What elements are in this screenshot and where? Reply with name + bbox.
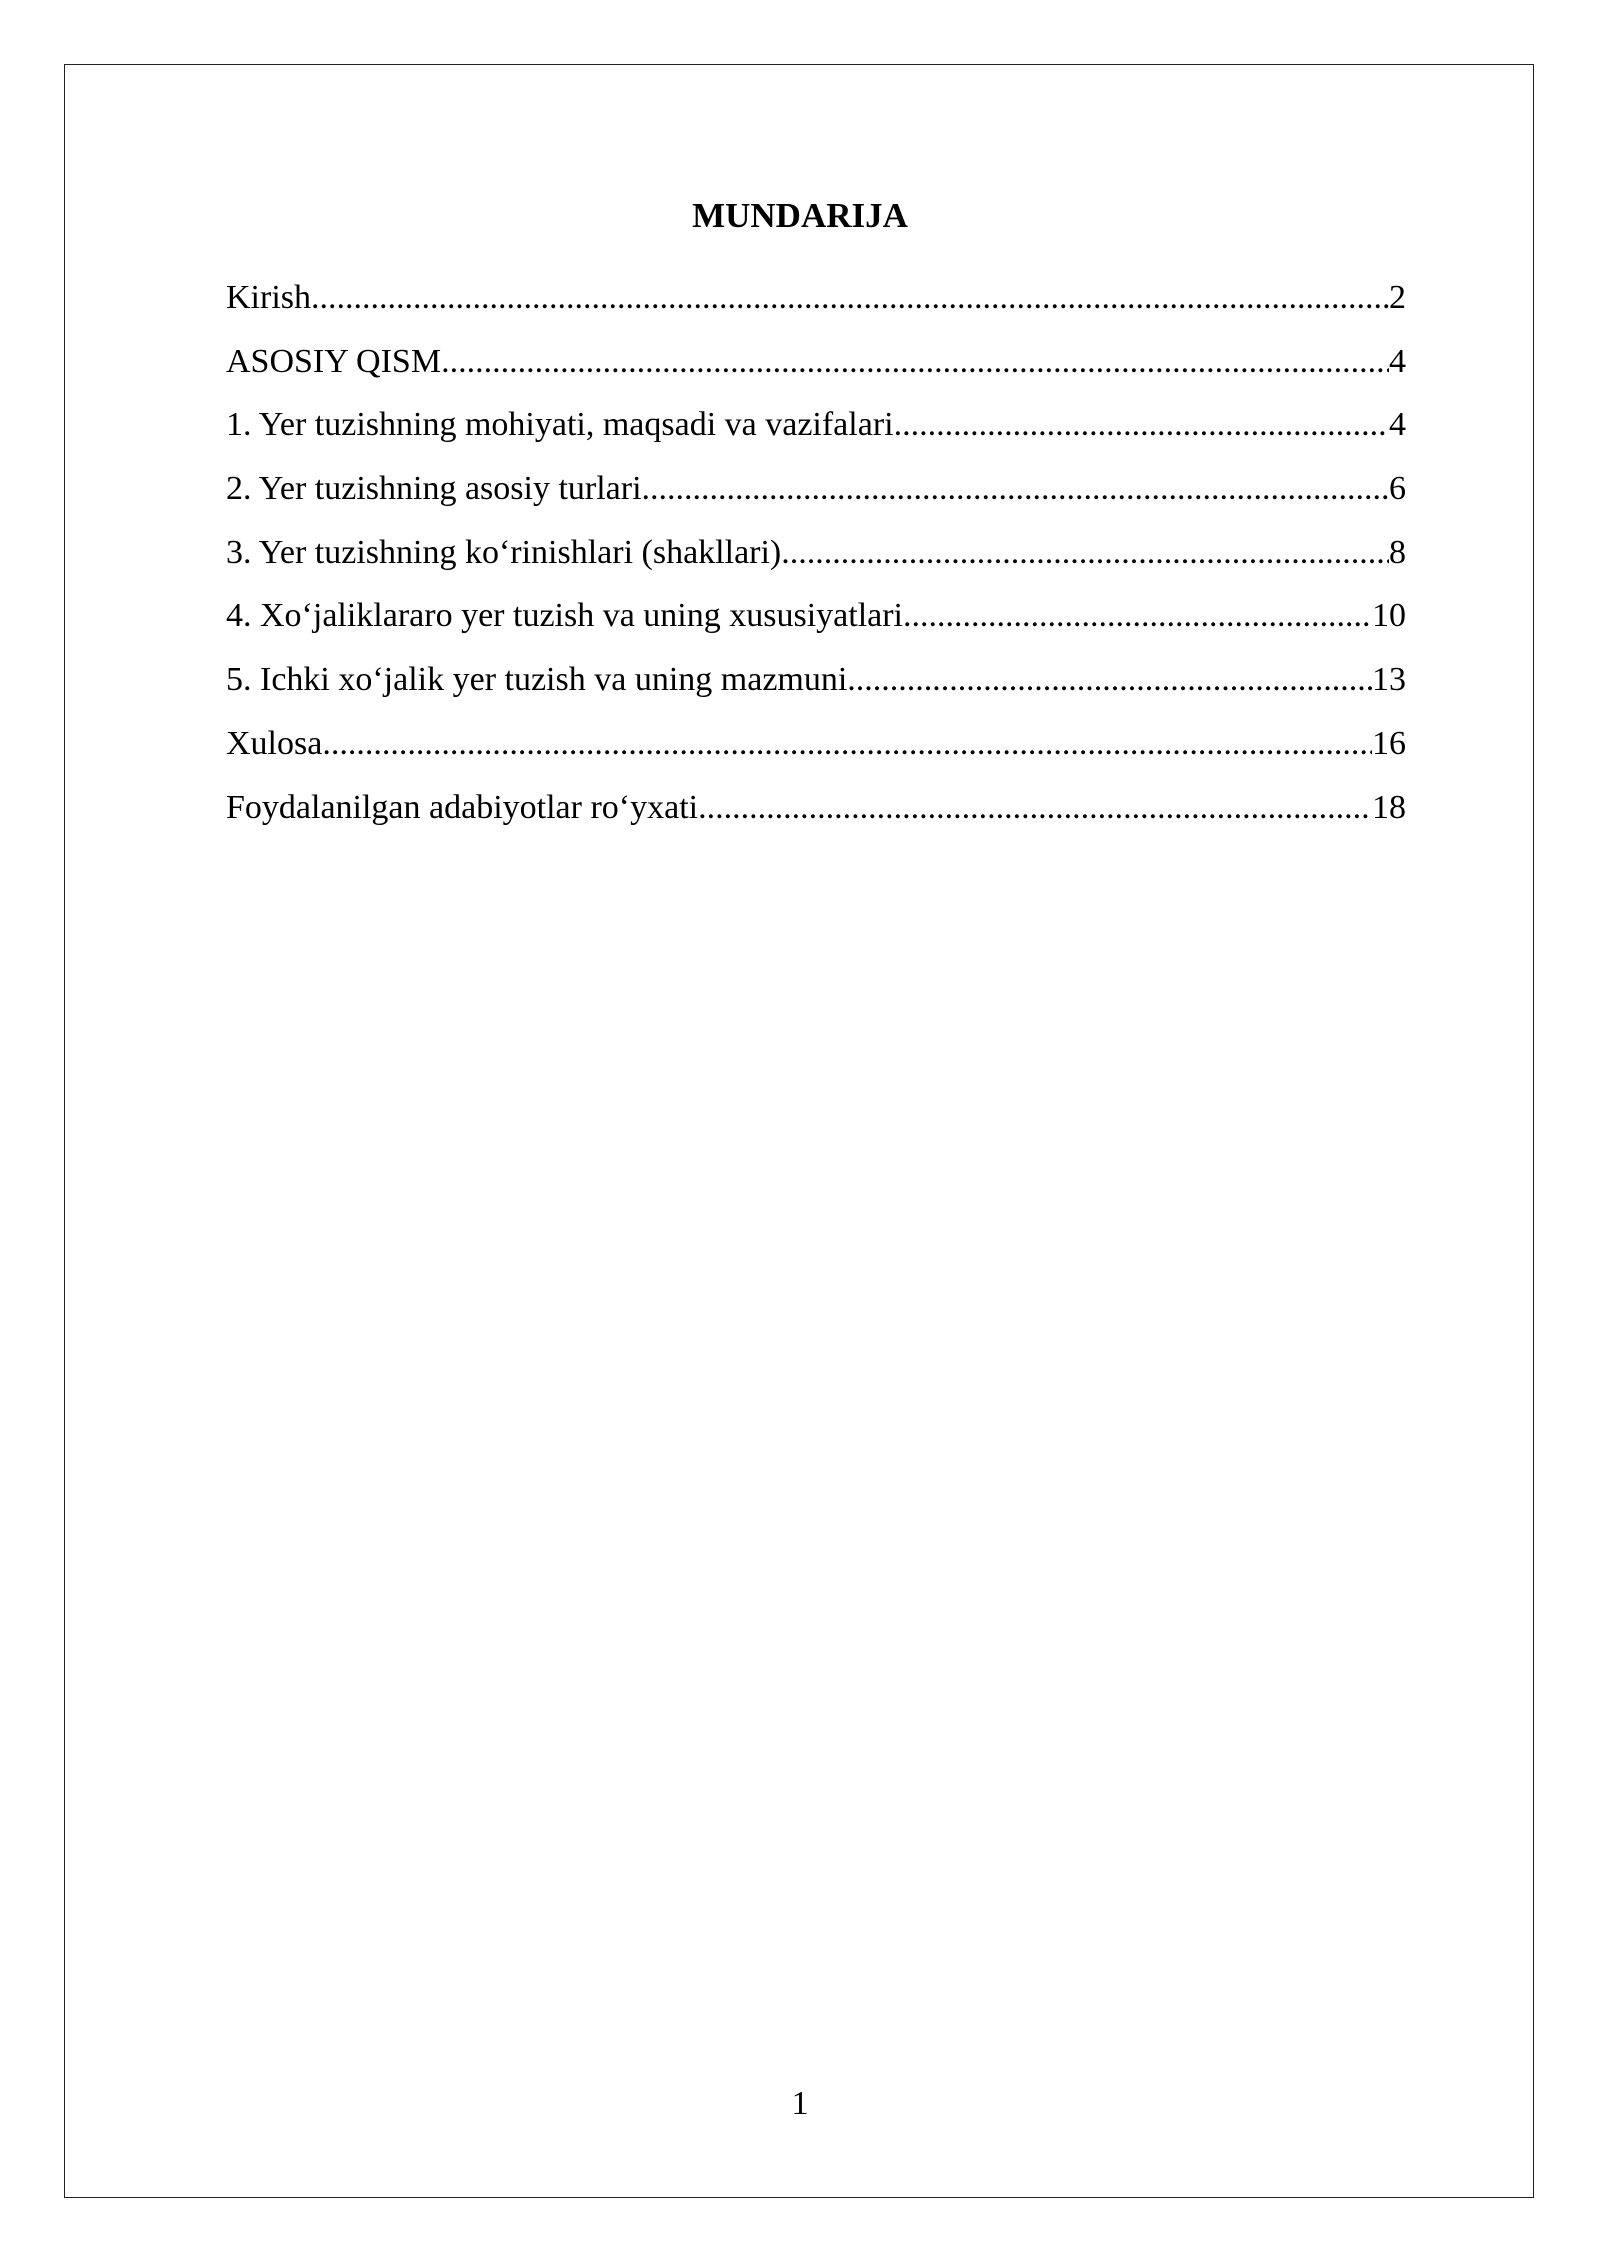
- toc-entry: [226, 786, 1406, 850]
- toc-leader-dots: [903, 594, 1372, 638]
- toc-leader-dots: [441, 340, 1389, 384]
- toc-entry-label: 1. Yer tuzishning mohiyati, maqsadi va vazifalari: [226, 406, 894, 444]
- toc-entry-label: 2. Yer tuzishning asosiy turlari: [226, 470, 642, 508]
- toc-entry: [226, 340, 1406, 404]
- toc-entry-label: Xulosa: [226, 724, 323, 762]
- toc-leader-dots: [642, 467, 1389, 511]
- toc-leader-dots: [698, 786, 1372, 830]
- toc-entry-page: 18: [1372, 788, 1406, 826]
- toc-entry: [226, 276, 1406, 340]
- page-number: 1: [791, 2085, 809, 2122]
- toc-entry-label: 3. Yer tuzishning ko‘rinishlari (shakllari): [226, 533, 782, 571]
- toc-leader-dots: [847, 658, 1372, 702]
- toc-entry: [226, 403, 1406, 467]
- toc-entry-label: ASOSIY QISM: [226, 342, 442, 380]
- toc-entry-page: 4: [1389, 406, 1406, 444]
- toc-leader-dots: [894, 403, 1389, 447]
- toc-entry-label: 5. Ichki xo‘jalik yer tuzish va uning mazmuni: [226, 661, 848, 699]
- toc-leader-dots: [322, 722, 1372, 766]
- toc-entry-page: 10: [1372, 597, 1406, 635]
- toc-entry: [226, 594, 1406, 658]
- toc-leader-dots: [781, 531, 1389, 575]
- toc-entry-page: 4: [1389, 342, 1406, 380]
- toc-entry-page: 6: [1389, 470, 1406, 508]
- toc-entry-page: 2: [1389, 279, 1406, 316]
- toc-entry: [226, 722, 1406, 786]
- toc-entry-label: 4. Xo‘jaliklararo yer tuzish va uning xususiyatlari: [226, 597, 903, 635]
- toc-entry: [226, 531, 1406, 595]
- toc-entry-page: 16: [1372, 724, 1406, 762]
- toc-entry: [226, 467, 1406, 531]
- table-of-contents: [226, 276, 1406, 849]
- toc-entry-label: Foydalanilgan adabiyotlar ro‘yxati: [226, 788, 699, 826]
- toc-leader-dots: [311, 276, 1389, 320]
- toc-entry: [226, 658, 1406, 722]
- toc-entry-page: 13: [1372, 661, 1406, 699]
- document-title: MUNDARIJA: [692, 196, 908, 235]
- toc-entry-page: 8: [1389, 533, 1406, 571]
- toc-entry-label: Kirish: [226, 279, 311, 316]
